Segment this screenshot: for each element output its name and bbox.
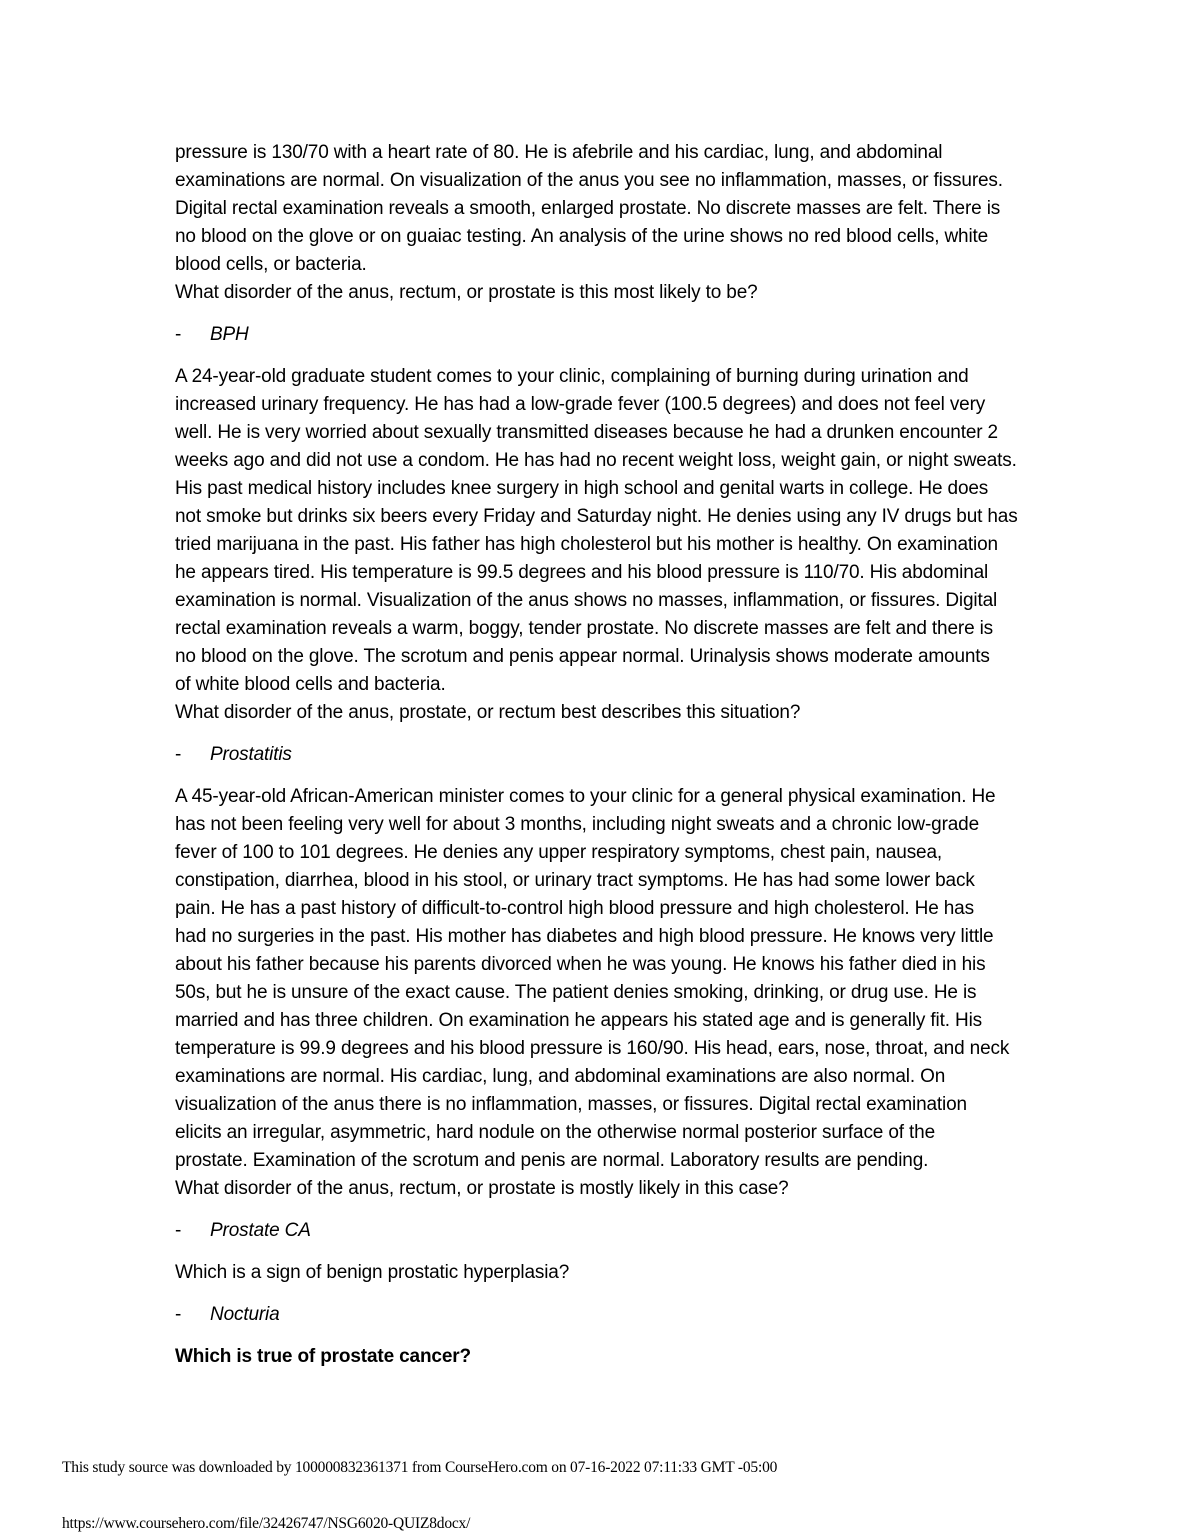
text-line: has not been feeling very well for about 3 months, including night sweats and a chronic low-grade (175, 814, 979, 835)
answer-item (175, 1301, 1055, 1329)
text-line: married and has three children. On examination he appears his stated age and is generally fit. His (175, 1010, 982, 1031)
question-line: What disorder of the anus, rectum, or prostate is mostly likely in this case? (175, 1178, 789, 1199)
text-line: prostate. Examination of the scrotum and penis are normal. Laboratory results are pending. (175, 1150, 929, 1171)
text-line: of white blood cells and bacteria. (175, 674, 446, 695)
text-line: not smoke but drinks six beers every Friday and Saturday night. He denies using any IV drugs but has (175, 506, 1018, 527)
text-line: pressure is 130/70 with a heart rate of 80. He is afebrile and his cardiac, lung, and abdominal (175, 142, 943, 163)
question-line: Which is a sign of benign prostatic hyperplasia? (175, 1262, 570, 1283)
text-line: increased urinary frequency. He has had a low-grade fever (100.5 degrees) and does not feel very (175, 394, 986, 415)
text-line: blood cells, or bacteria. (175, 254, 367, 275)
text-line: tried marijuana in the past. His father has high cholesterol but his mother is healthy. On examination (175, 534, 998, 555)
case-paragraph-bph (175, 139, 1055, 307)
text-line: A 45-year-old African-American minister comes to your clinic for a general physical examination. He (175, 786, 996, 807)
source-url[interactable]: https://www.coursehero.com/file/32426747/NSG6020-QUIZ8docx/ (62, 1515, 471, 1532)
download-notice: This study source was downloaded by 100000832361371 from CourseHero.com on 07-16-2022 07:11:33 GMT -05:00 (62, 1459, 778, 1476)
text-line: constipation, diarrhea, blood in his stool, or urinary tract symptoms. He has had some lower back (175, 870, 975, 891)
question-paragraph-bph-sign (175, 1259, 1055, 1287)
text-line: he appears tired. His temperature is 99.5 degrees and his blood pressure is 110/70. His abdominal (175, 562, 989, 583)
text-line: examinations are normal. His cardiac, lung, and abdominal examinations are also normal. On (175, 1066, 946, 1087)
text-line: Digital rectal examination reveals a smooth, enlarged prostate. No discrete masses are felt. There is (175, 198, 1001, 219)
text-line: rectal examination reveals a warm, boggy, tender prostate. No discrete masses are felt and there is (175, 618, 994, 639)
answer-item (175, 1217, 1055, 1245)
bullet-dash: - (175, 1220, 182, 1241)
answer-text: Prostate CA (210, 1220, 311, 1241)
answer-item (175, 321, 1055, 349)
bullet-dash: - (175, 744, 182, 765)
text-line: well. He is very worried about sexually transmitted diseases because he had a drunken encounter 2 (175, 422, 998, 443)
text-line: pain. He has a past history of difficult-to-control high blood pressure and high cholesterol. He has (175, 898, 974, 919)
document-page (175, 139, 1055, 1371)
text-line: had no surgeries in the past. His mother has diabetes and high blood pressure. He knows very little (175, 926, 994, 947)
text-line: 50s, but he is unsure of the exact cause. The patient denies smoking, drinking, or drug use. He is (175, 982, 977, 1003)
text-line: no blood on the glove or on guaiac testing. An analysis of the urine shows no red blood cells, white (175, 226, 989, 247)
text-line: A 24-year-old graduate student comes to your clinic, complaining of burning during urination and (175, 366, 969, 387)
answer-item (175, 741, 1055, 769)
answer-text: Prostatitis (210, 744, 292, 765)
text-line: His past medical history includes knee surgery in high school and genital warts in college. He does (175, 478, 989, 499)
answer-text: Nocturia (210, 1304, 280, 1325)
text-line: about his father because his parents divorced when he was young. He knows his father died in his (175, 954, 986, 975)
bullet-dash: - (175, 1304, 182, 1325)
answer-text: BPH (210, 324, 249, 345)
text-line: elicits an irregular, asymmetric, hard nodule on the otherwise normal posterior surface of the (175, 1122, 935, 1143)
case-paragraph-prostatitis (175, 363, 1055, 727)
text-line: temperature is 99.9 degrees and his blood pressure is 160/90. His head, ears, nose, throat, and neck (175, 1038, 1010, 1059)
text-line: examinations are normal. On visualization of the anus you see no inflammation, masses, or fissures. (175, 170, 1003, 191)
text-line: examination is normal. Visualization of the anus shows no masses, inflammation, or fissures. Digital (175, 590, 998, 611)
text-line: no blood on the glove. The scrotum and penis appear normal. Urinalysis shows moderate amounts (175, 646, 990, 667)
bold-question-heading: Which is true of prostate cancer? (175, 1346, 471, 1367)
text-line: visualization of the anus there is no inflammation, masses, or fissures. Digital rectal examination (175, 1094, 967, 1115)
bullet-dash: - (175, 324, 182, 345)
case-paragraph-prostate-ca (175, 783, 1055, 1203)
text-line: fever of 100 to 101 degrees. He denies any upper respiratory symptoms, chest pain, nausea, (175, 842, 943, 863)
question-line: What disorder of the anus, prostate, or rectum best describes this situation? (175, 702, 801, 723)
text-line: weeks ago and did not use a condom. He has had no recent weight loss, weight gain, or night sweats. (175, 450, 1017, 471)
question-line: What disorder of the anus, rectum, or prostate is this most likely to be? (175, 282, 758, 303)
